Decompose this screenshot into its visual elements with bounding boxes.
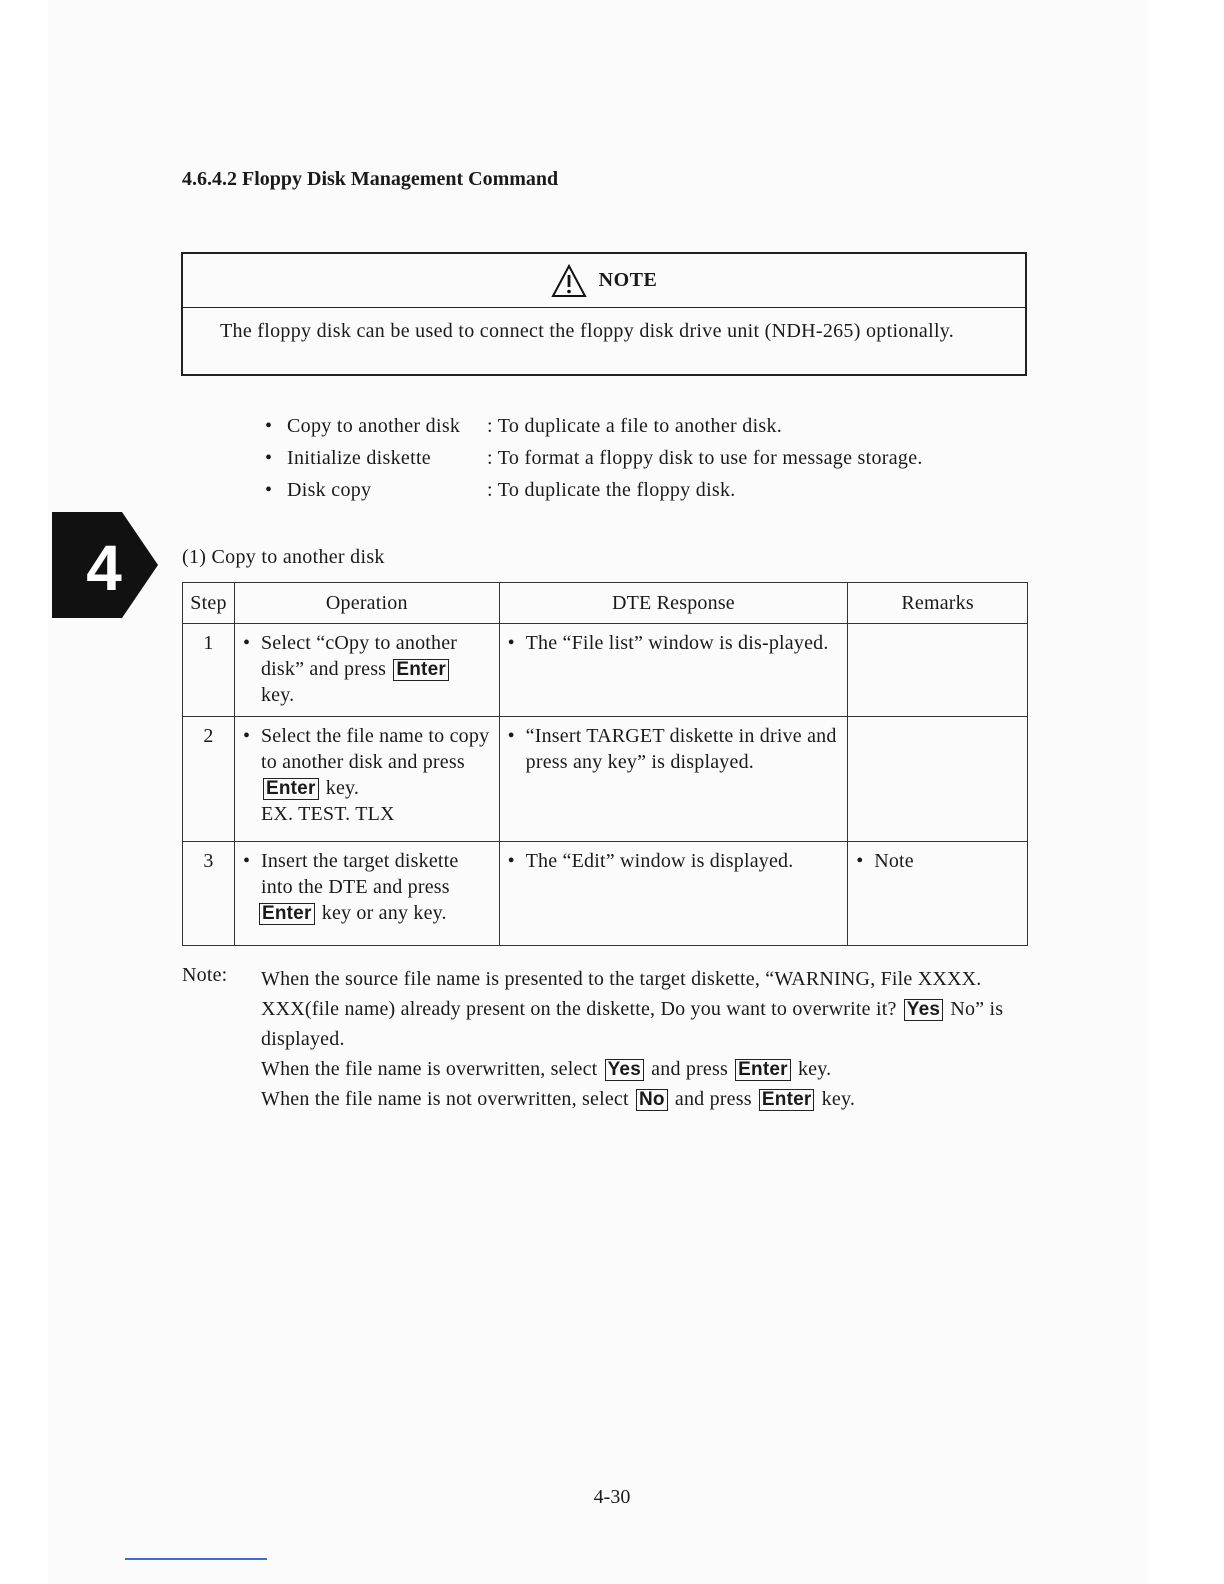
bullet-icon: • <box>242 632 251 654</box>
dte-response-cell <box>500 842 848 882</box>
scan-artifact-line <box>125 1558 267 1560</box>
remarks-text: Note <box>874 850 914 872</box>
header-dte-response: DTE Response <box>499 583 848 624</box>
operation-example: EX. TEST. TLX <box>260 803 395 825</box>
note-line-2-text: When the file name is overwritten, select <box>261 1058 598 1080</box>
note-line-1-text: When the source file name is presented to the target diskette, “WARNING, File XXXX. XXX(file name) already present on the diskette, Do you want to overwrite it? <box>261 968 982 1020</box>
chapter-number: 4 <box>86 532 122 604</box>
enter-key: Enter <box>263 778 319 800</box>
operation-cell <box>235 842 499 934</box>
bullet-icon: • <box>242 850 251 872</box>
dte-response-cell <box>500 624 848 664</box>
command-label: Disk copy <box>287 478 372 501</box>
operation-text: Select the file name to copy to another disk and press <box>260 725 490 773</box>
warning-triangle-icon <box>551 263 587 299</box>
bullet-icon: • <box>507 725 515 747</box>
bullet-icon: • <box>265 414 273 437</box>
step-number: 2 <box>203 725 214 747</box>
page-number: 4-30 <box>593 1486 631 1508</box>
list-item <box>265 474 923 506</box>
command-label: Copy to another disk <box>287 414 461 437</box>
enter-key: Enter <box>735 1059 791 1081</box>
enter-key: Enter <box>259 903 315 925</box>
dte-response-text: “Insert TARGET diskette in drive and press any key” is displayed. <box>525 725 837 773</box>
note-label: Note: <box>182 964 228 986</box>
command-description: : To format a floppy disk to use for message storage. <box>487 446 923 469</box>
chapter-tab <box>52 512 160 623</box>
header-operation: Operation <box>234 583 499 624</box>
remarks-cell <box>848 842 1027 882</box>
header-remarks: Remarks <box>848 583 1028 624</box>
operation-cell <box>235 624 499 716</box>
remarks-cell <box>848 717 1027 731</box>
command-description: : To duplicate the floppy disk. <box>487 478 736 501</box>
note-line-2 <box>261 1054 1041 1084</box>
note-title: NOTE <box>598 269 658 291</box>
bullet-icon: • <box>507 850 515 872</box>
step-number: 1 <box>203 632 214 654</box>
dte-response-cell <box>500 717 848 783</box>
section-heading: 4.6.4.2 Floppy Disk Management Command <box>182 168 559 190</box>
command-list <box>265 410 923 506</box>
note-text <box>261 964 1041 1114</box>
list-item <box>265 410 923 442</box>
note-line-3-text: When the file name is not overwritten, select <box>261 1088 629 1110</box>
operation-text-end: key or any key. <box>321 902 447 924</box>
enter-key: Enter <box>759 1089 815 1111</box>
yes-key: Yes <box>904 999 943 1021</box>
note-line-1-end: No” is displayed. <box>261 998 1004 1050</box>
list-item <box>265 442 923 474</box>
header-step: Step <box>183 583 235 624</box>
table-row <box>183 717 1028 842</box>
no-key: No <box>636 1089 668 1111</box>
bullet-icon: • <box>856 850 864 872</box>
table-row <box>183 842 1028 946</box>
chapter-tab-shape <box>52 512 160 618</box>
step-number: 3 <box>203 850 214 872</box>
note-line-2-mid: and press <box>651 1058 728 1080</box>
remarks-cell <box>848 624 1027 638</box>
note-line-1 <box>261 964 1041 1054</box>
enter-key: Enter <box>393 659 449 681</box>
command-label: Initialize diskette <box>287 446 431 469</box>
table-header-row <box>183 583 1028 624</box>
bullet-icon: • <box>242 725 251 747</box>
operation-text-end: key. <box>325 777 360 799</box>
operation-text: Insert the target diskette into the DTE and press <box>260 850 459 898</box>
operation-cell <box>235 717 499 835</box>
operation-text: Select “cOpy to another disk” and press <box>260 632 458 680</box>
note-box <box>181 252 1027 376</box>
command-description: : To duplicate a file to another disk. <box>487 414 783 437</box>
table-row <box>183 624 1028 717</box>
bullet-icon: • <box>265 478 273 501</box>
yes-key: Yes <box>605 1059 644 1081</box>
bullet-icon: • <box>507 632 515 654</box>
dte-response-text: The “Edit” window is displayed. <box>525 850 794 872</box>
note-line-3-mid: and press <box>674 1088 752 1110</box>
note-line-3-end: key. <box>821 1088 856 1110</box>
dte-response-text: The “File list” window is dis-played. <box>525 632 829 654</box>
note-header <box>183 254 1025 308</box>
note-line-2-end: key. <box>797 1058 832 1080</box>
operation-text-end: key. <box>260 684 295 706</box>
note-line-3 <box>261 1084 1041 1114</box>
subsection-title: (1) Copy to another disk <box>182 546 385 568</box>
bullet-icon: • <box>265 446 273 469</box>
note-body: The floppy disk can be used to connect the floppy disk drive unit (NDH-265) optionally. <box>220 320 955 342</box>
steps-table <box>182 582 1028 946</box>
